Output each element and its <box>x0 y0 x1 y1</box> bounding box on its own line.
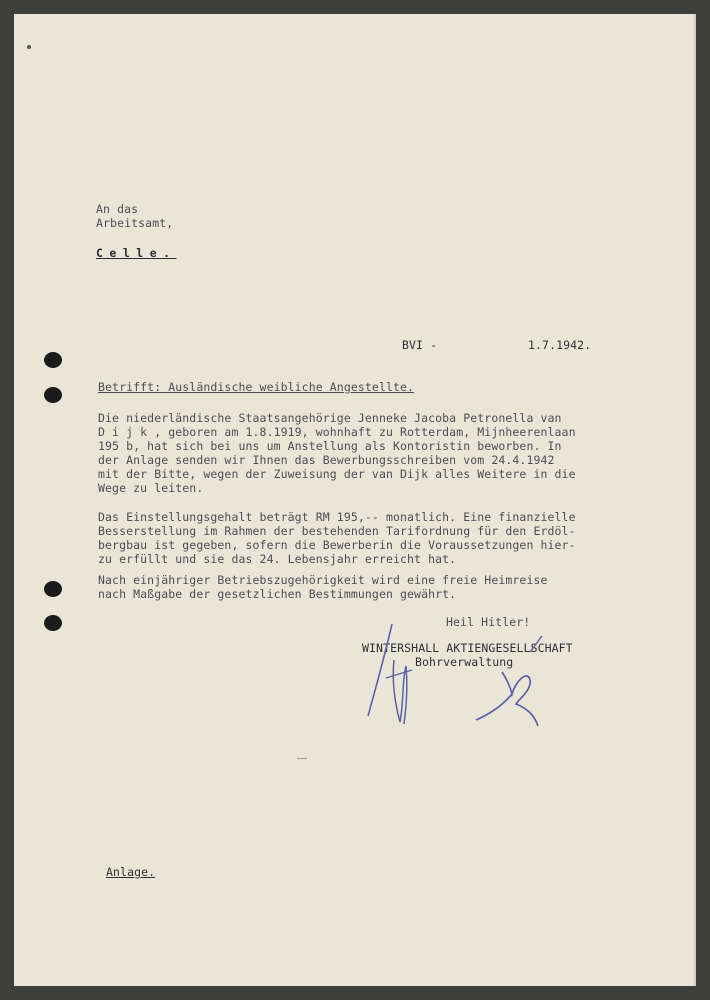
punch-hole <box>44 615 62 631</box>
body-line: bergbau ist gegeben, sofern die Bewerberin die Voraussetzungen hier- <box>98 538 576 552</box>
punch-hole <box>44 352 62 368</box>
body-line: Nach einjähriger Betriebszugehörigkeit wird eine freie Heimreise <box>98 573 548 587</box>
company-name: WINTERSHALL AKTIENGESELLSCHAFT <box>362 641 573 655</box>
handwritten-signature-1 <box>364 620 424 730</box>
body-line: D i j k , geboren am 1.8.1919, wohnhaft zu Rotterdam, Mijnheerenlaan <box>98 425 576 439</box>
recipient-line-2: Arbeitsamt, <box>96 216 174 230</box>
body-line: Die niederländische Staatsangehörige Jenneke Jacoba Petronella van <box>98 411 562 425</box>
body-line: nach Maßgabe der gesetzlichen Bestimmungen gewährt. <box>98 587 457 601</box>
letter-date: 1.7.1942. <box>528 338 592 352</box>
body-line: 195 b, hat sich bei uns um Anstellung als Kontoristin beworben. In <box>98 439 562 453</box>
reference-code: BVI - <box>402 338 438 352</box>
paper-speck <box>27 45 31 49</box>
punch-hole <box>44 581 62 597</box>
recipient-city: Celle. <box>96 246 177 260</box>
letter-page <box>14 14 696 986</box>
recipient-line-1: An das <box>96 202 139 216</box>
body-line: der Anlage senden wir Ihnen das Bewerbungsschreiben vom 24.4.1942 <box>98 453 555 467</box>
department-name: Bohrverwaltung <box>415 655 514 669</box>
body-line: zu erfüllt und sie das 24. Lebensjahr erreicht hat. <box>98 552 457 566</box>
punch-hole <box>44 387 62 403</box>
body-line: Besserstellung im Rahmen der bestehenden Tarifordnung für den Erdöl- <box>98 524 576 538</box>
body-line: Wege zu leiten. <box>98 481 204 495</box>
enclosure-note: Anlage. <box>106 865 156 879</box>
body-line: mit der Bitte, wegen der Zuweisung der van Dijk alles Weitere in die <box>98 467 576 481</box>
handwritten-signature-2 <box>472 634 562 724</box>
body-line: Das Einstellungsgehalt beträgt RM 195,-- monatlich. Eine finanzielle <box>98 510 576 524</box>
subject-line: Betrifft: Ausländische weibliche Angestellte. <box>98 380 415 394</box>
closing-greeting: Heil Hitler! <box>446 615 531 629</box>
pencil-mark <box>297 758 307 759</box>
